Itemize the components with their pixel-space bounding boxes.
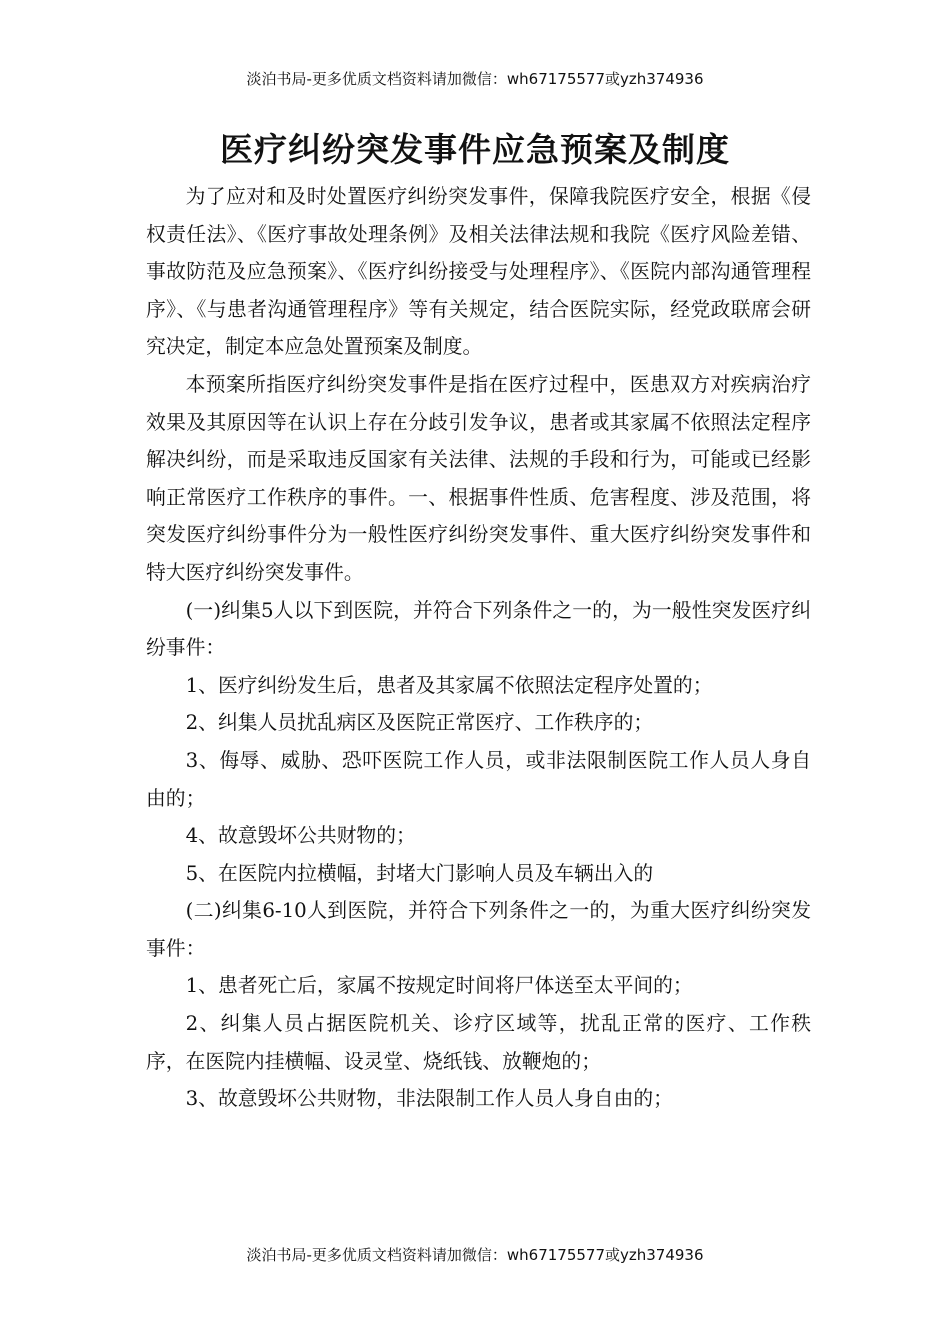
list-item: 2、纠集人员占据医院机关、诊疗区域等，扰乱正常的医疗、工作秩序，在医院内挂横幅、设灵堂、烧纸钱、放鞭炮的； — [146, 1012, 811, 1073]
paragraph-intro: 为了应对和及时处置医疗纠纷突发事件，保障我院医疗安全，根据《侵权责任法》、《医疗事故处理条例》及相关法律法规和我院《医疗风险差错、事故防范及应急预案》、《医疗纠纷接受与处理程序》、《医院内部沟通管理程序》、《与患者沟通管理程序》等有关规定，结合医院实际，经党政联席会研究决定，制定本应急处置预案及制度。 — [146, 185, 811, 359]
list-item: 2、纠集人员扰乱病区及医院正常医疗、工作秩序的； — [185, 711, 654, 735]
document-title: 医疗纠纷突发事件应急预案及制度 — [220, 130, 730, 169]
page-header: 淡泊书局-更多优质文档资料请加微信：wh67175577或yzh374936 — [246, 70, 704, 88]
paragraph-definition: 本预案所指医疗纠纷突发事件是指在医疗过程中，医患双方对疾病治疗效果及其原因等在认识上存在分歧引发争议，患者或其家属不依照法定程序解决纠纷，而是采取违反国家有关法律、法规的手段和行为，可能或已经影响正常医疗工作秩序的事件。一、根据事件性质、危害程度、涉及范围，将突发医疗纠纷事件分为一般性医疗纠纷突发事件、重大医疗纠纷突发事件和特大医疗纠纷突发事件。 — [146, 372, 811, 584]
paragraph-category-2: (二)纠集6-10人到医院，并符合下列条件之一的，为重大医疗纠纷突发事件： — [146, 899, 811, 960]
page-footer: 淡泊书局-更多优质文档资料请加微信：wh67175577或yzh374936 — [246, 1246, 704, 1264]
list-item: 3、故意毁坏公共财物，非法限制工作人员人身自由的； — [185, 1087, 673, 1111]
list-item: 3、侮辱、威胁、恐吓医院工作人员，或非法限制医院工作人员人身自由的； — [146, 748, 811, 810]
list-item: 4、故意毁坏公共财物的； — [185, 824, 416, 848]
document-body — [146, 178, 811, 1118]
list-item: 1、医疗纠纷发生后，患者及其家属不依照法定程序处置的； — [185, 673, 713, 697]
list-item: 5、在医院内拉横幅，封堵大门影响人员及车辆出入的 — [185, 861, 654, 885]
list-item: 1、患者死亡后，家属不按规定时间将尸体送至太平间的； — [185, 974, 693, 998]
paragraph-category-1: (一)纠集5人以下到医院，并符合下列条件之一的，为一般性突发医疗纠纷事件： — [146, 598, 811, 660]
